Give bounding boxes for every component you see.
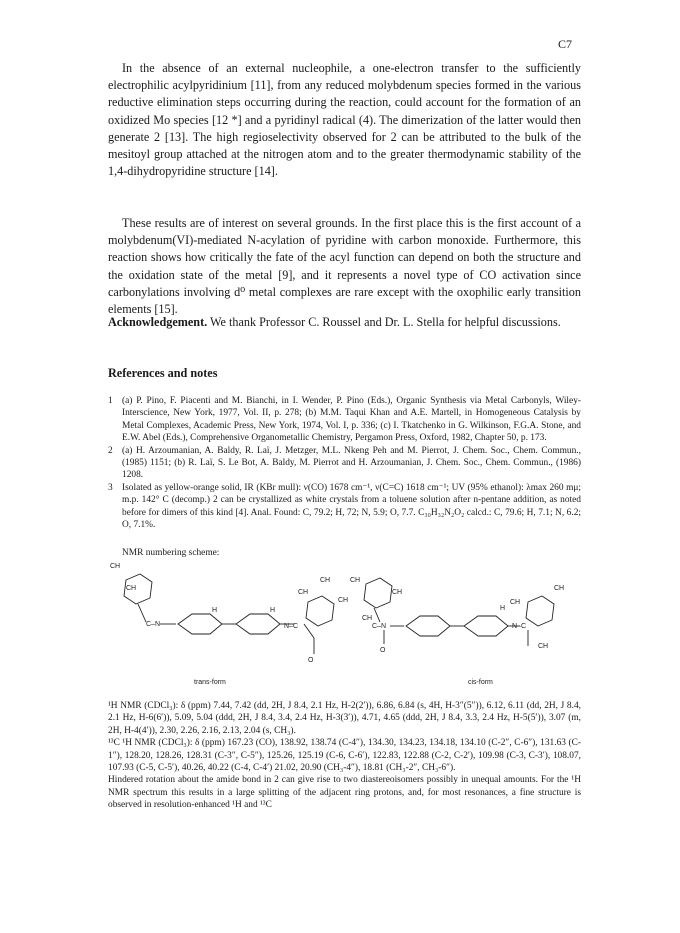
trans-form-label: trans-form xyxy=(194,679,226,686)
reference-text: (a) H. Arzoumanian, A. Baldy, R. Laï, J. Metzger, M.L. Nkeng Peh and M. Pierrot, J. Chem. Soc., Chem. Commun., (1985) 1151; (b) R. Laï, S. Le Bot, A. Baldy, M. Pierrot and H. Arzoumanian, J. Chem. Soc., Chem. Commun., (1986) 1208. xyxy=(122,445,581,481)
svg-text:H: H xyxy=(500,605,506,612)
svg-text:CH: CH xyxy=(510,599,521,606)
references-heading: References and notes xyxy=(108,366,218,380)
body-paragraph-2 xyxy=(108,215,581,318)
svg-text:CH: CH xyxy=(126,585,137,592)
reference-text: (a) P. Pino, F. Piacenti and M. Bianchi, in I. Wender, P. Pino (Eds.), Organic Synthesis via Metal Carbonyls, Wiley-Interscience, New York, 1977, Vol. II, p. 278; (b) M.M. Taqui Khan and A.E. Martell, in Homogeneous Catalysis by Metal Complexes, Academic Press, New York, 1974, Vol. I, p. 336; (c) I. Tkatchenko in G. Wilkinson, F.G.A. Stone, and E.W. Abel (Eds.), Comprehensive Organometallic Chemistry, Pergamon Press, Oxford, 1982, Chapter 50, p. 173. xyxy=(122,396,581,444)
svg-text:CH: CH xyxy=(110,563,121,570)
acknowledgement-text: We thank Professor C. Roussel and Dr. L. Stella for helpful discussions. xyxy=(210,315,561,329)
svg-text:CH: CH xyxy=(298,589,309,596)
cis-form-label: cis-form xyxy=(468,679,493,686)
dihydropyridine-ring-shape xyxy=(178,614,222,634)
body-paragraph-1 xyxy=(108,60,581,180)
dihydropyridine-ring-shape xyxy=(236,614,280,634)
reference-number: 2 xyxy=(108,445,113,456)
svg-text:C–N: C–N xyxy=(146,621,161,628)
svg-text:CH: CH xyxy=(362,615,373,622)
reference-number: 1 xyxy=(108,396,113,406)
dihydropyridine-ring-shape xyxy=(406,616,450,636)
svg-text:CH: CH xyxy=(338,597,349,604)
svg-text:CH: CH xyxy=(320,577,331,584)
page-number: C7 xyxy=(557,37,572,51)
svg-text:H: H xyxy=(270,607,276,614)
acknowledgement xyxy=(108,314,581,331)
svg-text:H: H xyxy=(212,607,218,614)
svg-text:N–C: N–C xyxy=(284,623,299,630)
trans-form-structure xyxy=(124,574,334,654)
dihydropyridine-ring-shape xyxy=(464,616,508,636)
nmr-numbering-scheme-figure xyxy=(108,560,581,690)
mesityl-ring-shape xyxy=(364,578,392,608)
svg-text:CH: CH xyxy=(392,589,403,596)
atom-labels xyxy=(110,563,564,664)
reference-item xyxy=(108,445,581,482)
svg-text:N–C: N–C xyxy=(512,623,527,630)
svg-text:CH: CH xyxy=(538,643,549,650)
nmr-data-block xyxy=(108,700,581,812)
svg-text:CH: CH xyxy=(350,577,361,584)
nmr-scheme-label: NMR numbering scheme: xyxy=(122,548,220,558)
svg-text:O: O xyxy=(380,647,386,654)
nmr-1h-paragraph: ¹H NMR (CDCl₃): δ (ppm) 7.44, 7.42 (dd, 2H, J 8.4, 2.1 Hz, H-2(2′)), 6.86, 6.84 (s, 4H, H-3″(5″)), 6.12, 6.11 (dd, 2H, J 8.4, 2.1 Hz, H-6(6′)), 5.09, 5.04 (ddd, 2H, J 8.4, 3.4, 2.4 Hz, H-3(3′)), 4.71, 4.65 (ddd, 2H, J 8.4, 3.3, 2.4 Hz, H-5(5′)), 3.07 (m, 2H, H-4(4′)), 2.30, 2.26, 2.16, 2.13, 2.04 (s, CH₃). xyxy=(108,701,581,736)
nmr-13c-paragraph: ¹³C ¹H NMR (CDCl₃): δ (ppm) 167.23 (CO), 138.92, 138.74 (C-4″), 134.30, 134.23, 134.18, 134.10 (C-2″, C-6″), 131.63 (C-1″), 128.20, 128.26, 128.31 (C-3″, C-5″), 125.26, 125.19 (C-6, C-6′), 122.83, 122.88 (C-2, C-2′), 109.98 (C-3, C-3′), 108.07, 107.93 (C-5, C-5′), 40.26, 40.22 (C-4, C-4′) 21.02, 20.90 (CH₃-4″), 18.81 (CH₃-2″, CH₃-6″). xyxy=(108,738,581,774)
reference-item xyxy=(108,482,581,532)
svg-text:C–N: C–N xyxy=(372,623,387,630)
acknowledgement-label: Acknowledgement. xyxy=(108,315,208,329)
paragraph-text: These results are of interest on several grounds. In the first place this is the first account of a molybdenum(VI)-mediated N-acylation of pyridine with carbon monoxide. Furthermore, this reaction shows how critically the fate of the acyl function can depend on both the structure and the oxidation state of the metal [9], and it represents a novel type of CO activation since carbonylations involving d⁰ metal complexes are rare except with the oxophilic early transition elements [15]. xyxy=(108,216,581,317)
reference-text: Isolated as yellow-orange solid, IR (KBr mull): ν(CO) 1678 cm⁻¹, ν(C=C) 1618 cm⁻¹; UV (95% ethanol): λmax 260 mμ; m.p. 142° C (decomp.) 2 can be crystallized as white crystals from a toluene solution after n-pentane addition, as noted before for dimers of this kind [4]. Anal. Found: C, 79.2; H, 72; N, 5.9; O, 7.7. C₃₀H₃₂N₂O₂ calcd.: C, 79.6; H, 7.1; N, 6.2; O, 7.1%. xyxy=(122,482,581,531)
reference-number: 3 xyxy=(108,482,113,493)
svg-text:CH: CH xyxy=(554,585,565,592)
svg-text:O: O xyxy=(308,657,314,664)
mesityl-ring-shape xyxy=(526,596,554,626)
reference-item xyxy=(108,395,581,445)
mesityl-ring-shape xyxy=(306,596,334,626)
nmr-discussion-paragraph: Hindered rotation about the amide bond in 2 can give rise to two diastereoisomers possibly in unequal amounts. For the ¹H NMR spectrum this results in a large splitting of the adjacent ring protons, and, for most resonances, a fine structure is observed in resolution-enhanced ¹H and ¹³C xyxy=(108,775,581,811)
references-list xyxy=(108,395,581,531)
paragraph-text: In the absence of an external nucleophile, a one-electron transfer to the sufficiently electrophilic acylpyridinium [11], from any reduced molybdenum species formed in the various reductive elimination steps occurring during the reaction, could account for the formation of an oxidized Mo species [12 *] and a pyridinyl radical (4). The dimerization of the latter would then generate 2 [13]. The high regioselectivity observed for 2 can be attributed to the bulk of the mesitoyl group attached at the nitrogen atom and to the greater thermodynamic stability of the 1,4-dihydropyridine structure [14]. xyxy=(108,61,581,179)
